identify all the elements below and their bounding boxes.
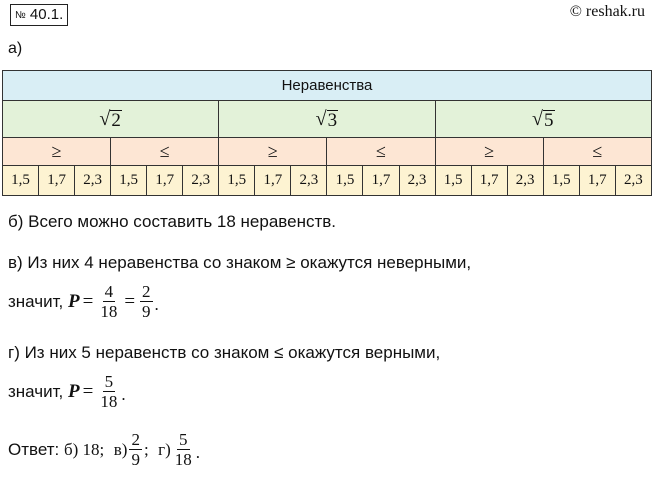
period: . <box>154 295 159 314</box>
value-cell: 1,5 <box>435 166 471 196</box>
part-v-text: в) Из них 4 неравенства со знаком ≥ окажутся неверными, <box>8 253 472 272</box>
numerator: 2 <box>131 430 140 449</box>
denominator: 18 <box>100 302 118 321</box>
value-cell: 2,3 <box>183 166 219 196</box>
value-cell: 2,3 <box>75 166 111 196</box>
denominator: 9 <box>142 302 151 321</box>
root-cell: √ 2 <box>3 101 219 138</box>
answer-b: б) 18; <box>63 439 105 459</box>
site-watermark: © reshak.ru <box>569 3 645 20</box>
sign-cell: ≥ <box>219 138 327 166</box>
value-cell: 1,7 <box>471 166 507 196</box>
equals-sign: = <box>82 380 94 402</box>
numerator: 5 <box>104 372 114 391</box>
root-value: 2 <box>111 109 121 131</box>
value-cell: 2,3 <box>507 166 543 196</box>
answer-line <box>8 430 200 469</box>
value-cell: 1,5 <box>3 166 39 196</box>
value-cell: 1,5 <box>327 166 363 196</box>
separator: ; <box>143 439 149 459</box>
table-title: Неравенства <box>3 71 652 101</box>
part-b-text: б) Всего можно составить 18 неравенств. <box>8 212 337 231</box>
denominator: 18 <box>100 392 118 411</box>
equals-sign: = <box>124 290 136 312</box>
sign-cell: ≤ <box>327 138 435 166</box>
value-cell: 1,7 <box>255 166 291 196</box>
equals-sign: = <box>82 290 94 312</box>
period: . <box>121 385 126 404</box>
numerator: 5 <box>179 430 188 449</box>
part-a-label: а) <box>8 40 23 57</box>
probability-symbol: P <box>67 380 80 402</box>
answer-g-label: г) <box>158 439 171 459</box>
value-cell: 1,7 <box>39 166 75 196</box>
sign-cell: ≤ <box>543 138 651 166</box>
value-cell: 1,7 <box>147 166 183 196</box>
value-cell: 1,7 <box>579 166 615 196</box>
number-sign: № <box>15 10 26 21</box>
fraction <box>129 430 142 469</box>
value-cell: 1,5 <box>219 166 255 196</box>
numerator: 2 <box>142 282 151 301</box>
part-v-formula <box>8 282 159 321</box>
answer-v-label: в) <box>113 439 128 459</box>
value-cell: 1,5 <box>543 166 579 196</box>
value-cell: 2,3 <box>399 166 435 196</box>
part-g-text: г) Из них 5 неравенств со знаком ≤ окажутся верными, <box>8 343 441 362</box>
fraction <box>98 372 119 411</box>
sign-cell: ≥ <box>3 138 111 166</box>
fraction <box>140 282 153 321</box>
task-number: 40.1. <box>29 6 64 23</box>
value-cell: 2,3 <box>615 166 651 196</box>
period: . <box>195 443 201 462</box>
numerator: 4 <box>104 282 114 301</box>
value-cell: 1,7 <box>363 166 399 196</box>
part-g-prefix: значит, <box>8 381 64 401</box>
sign-cell: ≤ <box>111 138 219 166</box>
root-value: 3 <box>327 109 338 131</box>
probability-symbol: P <box>67 290 80 312</box>
value-cell: 1,5 <box>111 166 147 196</box>
sign-cell: ≥ <box>435 138 543 166</box>
value-cell: 2,3 <box>291 166 327 196</box>
inequalities-table <box>2 70 652 196</box>
part-g-formula <box>8 372 126 411</box>
part-v-prefix: значит, <box>8 291 64 311</box>
root-cell: √ 3 <box>219 101 435 138</box>
fraction <box>98 282 119 321</box>
task-number-badge <box>10 4 68 26</box>
root-cell: √ 5 <box>435 101 651 138</box>
answer-label: Ответ: <box>8 439 60 459</box>
denominator: 9 <box>131 450 140 469</box>
fraction <box>173 430 194 469</box>
denominator: 18 <box>174 450 192 469</box>
root-value: 5 <box>544 109 554 131</box>
